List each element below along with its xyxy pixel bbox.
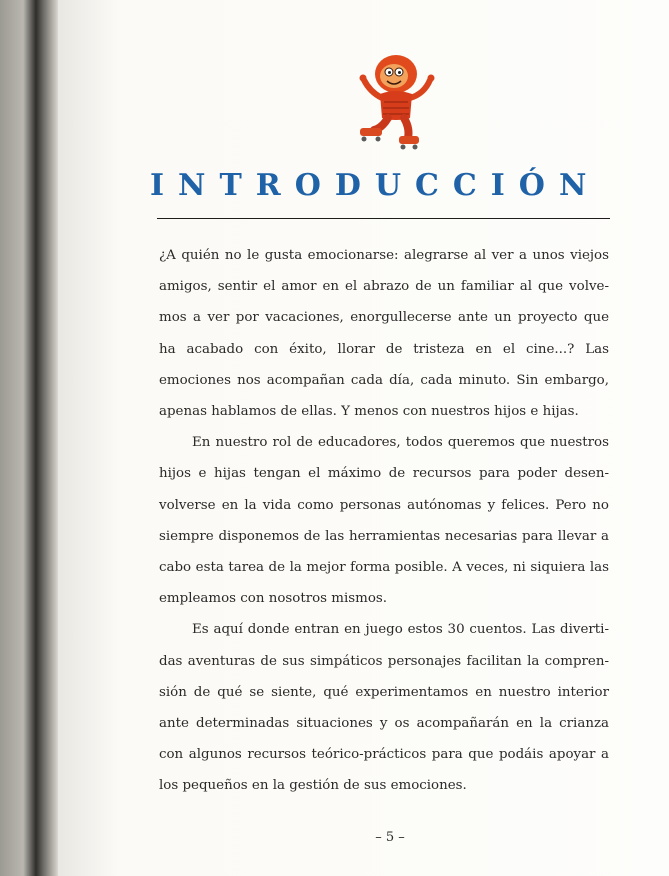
book-spine-shadow <box>0 0 58 876</box>
paragraph: ¿A quién no le gusta emocionarse: alegrarse al ver a unos viejos amigos, sentir el amor en el abrazo de un familiar al que volvemos a ver por vacaciones, enorgullecerse ante un proyecto que ha acabado con éxito, llorar de tristeza en el cine...? Las emociones nos acompañan cada día, cada minuto. Sin embargo, apenas hablamos de ellas. Y menos con nuestros hijos e hijas. <box>159 248 609 420</box>
paragraph: En nuestro rol de educadores, todos queremos que nuestros hijos e hijas tengan el máximo de recursos para poder desenvolverse en la vida como personas autónomas y felices. Pero no siempre disponemos de las herramientas necesarias para llevar a cabo esta tarea de la mejor forma posible. A veces, ni siquiera las empleamos con nosotros mismos. <box>159 435 609 607</box>
body-text <box>159 240 609 802</box>
page-number: – 5 – <box>375 830 405 845</box>
paragraph: Es aquí donde entran en juego estos 30 cuentos. Las divertidas aventuras de sus simpáticos personajes facilitan la comprensión de qué se siente, qué experimentamos en nuestro interior ante determinadas situaciones y os acompañarán en la crianza con algunos recursos teórico-prácticos para que podáis apoyar a los pequeños en la gestión de sus emociones. <box>159 622 609 794</box>
red-character-on-skates-icon <box>352 52 442 152</box>
title-divider <box>157 218 610 219</box>
chapter-title: INTRODUCCIÓN <box>150 168 601 203</box>
